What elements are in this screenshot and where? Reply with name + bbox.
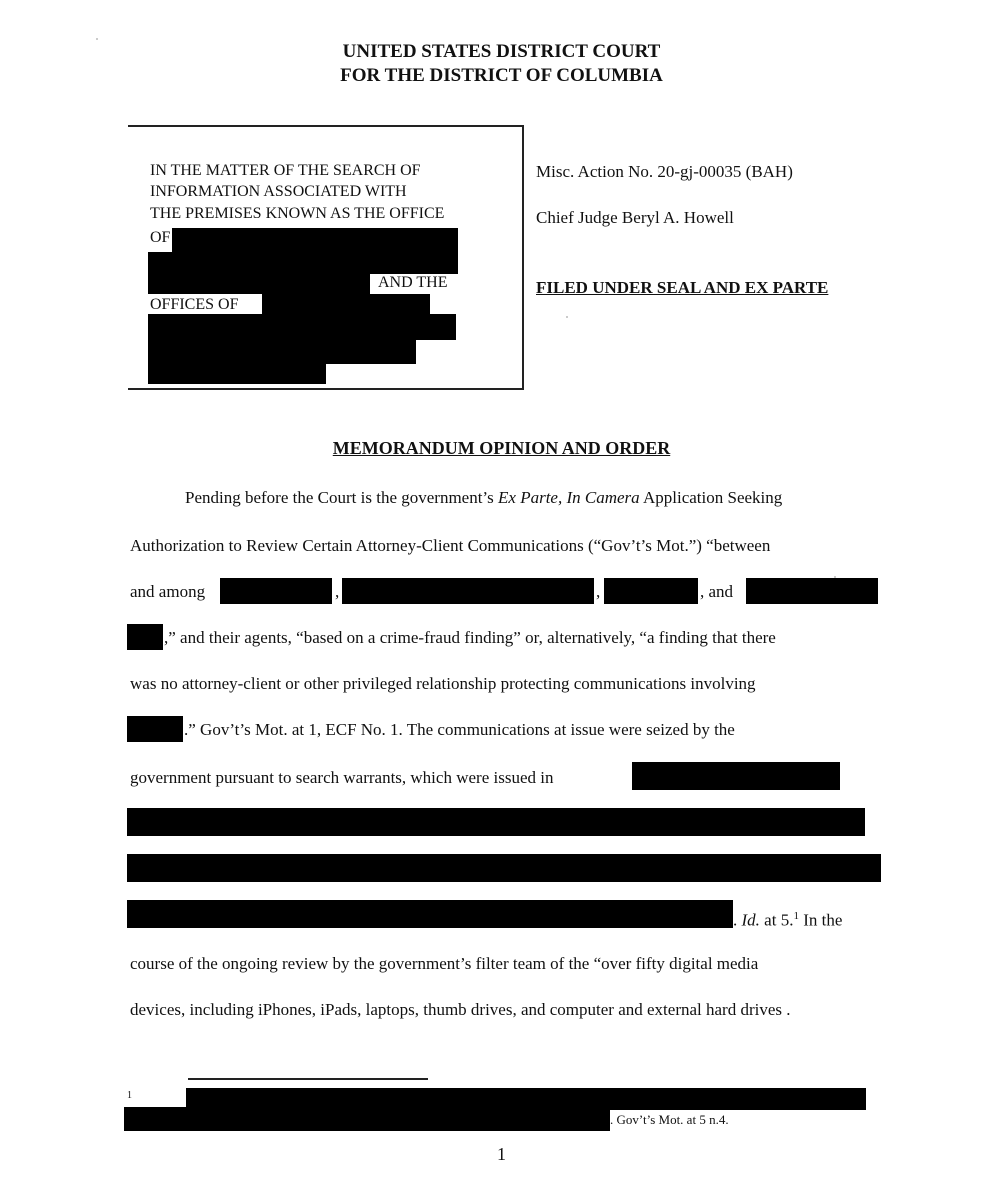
court-header <box>0 40 1003 88</box>
redaction-block <box>172 228 458 252</box>
redaction-block <box>127 900 733 928</box>
redaction-block <box>632 762 840 790</box>
redaction-block <box>127 854 881 882</box>
redaction-block <box>342 578 594 604</box>
redaction-block <box>148 252 458 274</box>
redaction-block <box>220 578 332 604</box>
body-line-6: .” Gov’t’s Mot. at 1, ECF No. 1. The communications at issue were seized by the <box>184 720 735 739</box>
caption-offices-of: OFFICES OF <box>150 296 239 313</box>
body-line-4: ,” and their agents, “based on a crime-fraud finding” or, alternatively, “a finding that there <box>164 628 776 647</box>
body-text: Pending before the Court is the government’s <box>185 488 499 507</box>
footnote-reference[interactable]: 1 <box>793 910 799 922</box>
body-line-11: course of the ongoing review by the government’s filter team of the “over fifty digital media <box>130 954 759 973</box>
footnote-divider <box>188 1078 428 1080</box>
misc-action-number: Misc. Action No. 20-gj-00035 (BAH) <box>536 162 793 181</box>
scan-speck <box>834 576 836 578</box>
redaction-block <box>127 716 183 742</box>
redaction-block <box>148 340 416 364</box>
judge-name: Chief Judge Beryl A. Howell <box>536 208 734 227</box>
redaction-block <box>148 364 326 384</box>
body-comma: , <box>596 582 601 601</box>
body-line-10 <box>733 906 842 931</box>
seal-notice: FILED UNDER SEAL AND EX PARTE <box>536 278 829 297</box>
redaction-block <box>604 578 698 604</box>
caption-line-2: INFORMATION ASSOCIATED WITH <box>150 183 407 200</box>
caption-line-3: THE PREMISES KNOWN AS THE OFFICE <box>150 205 445 222</box>
body-text: . <box>733 910 742 930</box>
body-line-12: devices, including iPhones, iPads, laptops, thumb drives, and computer and external hard drives . <box>130 1000 791 1019</box>
caption-line-4: OF <box>150 229 171 246</box>
scan-speck <box>566 316 568 318</box>
body-text: at 5. <box>759 910 794 930</box>
redaction-block <box>127 624 163 650</box>
redaction-block <box>262 294 430 314</box>
scan-speck <box>96 38 98 40</box>
caption-line-1: IN THE MATTER OF THE SEARCH OF <box>150 162 421 179</box>
redaction-block <box>746 578 878 604</box>
section-title: MEMORANDUM OPINION AND ORDER <box>332 438 671 458</box>
caption-and-the: AND THE <box>378 274 448 291</box>
body-line-5: was no attorney-client or other privileged relationship protecting communications involving <box>130 674 756 693</box>
body-line-2: Authorization to Review Certain Attorney-Client Communications (“Gov’t’s Mot.”) “between <box>130 536 771 555</box>
body-line-1 <box>185 488 782 508</box>
body-line-3-start: and among <box>130 582 206 601</box>
footnote-text: . Gov’t’s Mot. at 5 n.4. <box>610 1112 729 1127</box>
body-comma: , <box>335 582 340 601</box>
redaction-block <box>127 808 865 836</box>
citation-id: Id. <box>741 910 760 930</box>
body-text-italic: Ex Parte, In Camera <box>498 488 640 507</box>
body-and: , and <box>700 582 734 601</box>
body-text: Application Seeking <box>639 488 783 507</box>
redaction-block <box>124 1107 610 1131</box>
court-name: UNITED STATES DISTRICT COURT <box>342 41 661 62</box>
body-line-7: government pursuant to search warrants, which were issued in <box>130 768 554 787</box>
court-district: FOR THE DISTRICT OF COLUMBIA <box>340 65 663 86</box>
redaction-block <box>148 274 370 294</box>
footnote-marker: 1 <box>127 1090 132 1101</box>
page-number: 1 <box>497 1144 506 1164</box>
redaction-block <box>148 314 456 340</box>
body-text: In the <box>798 910 843 930</box>
